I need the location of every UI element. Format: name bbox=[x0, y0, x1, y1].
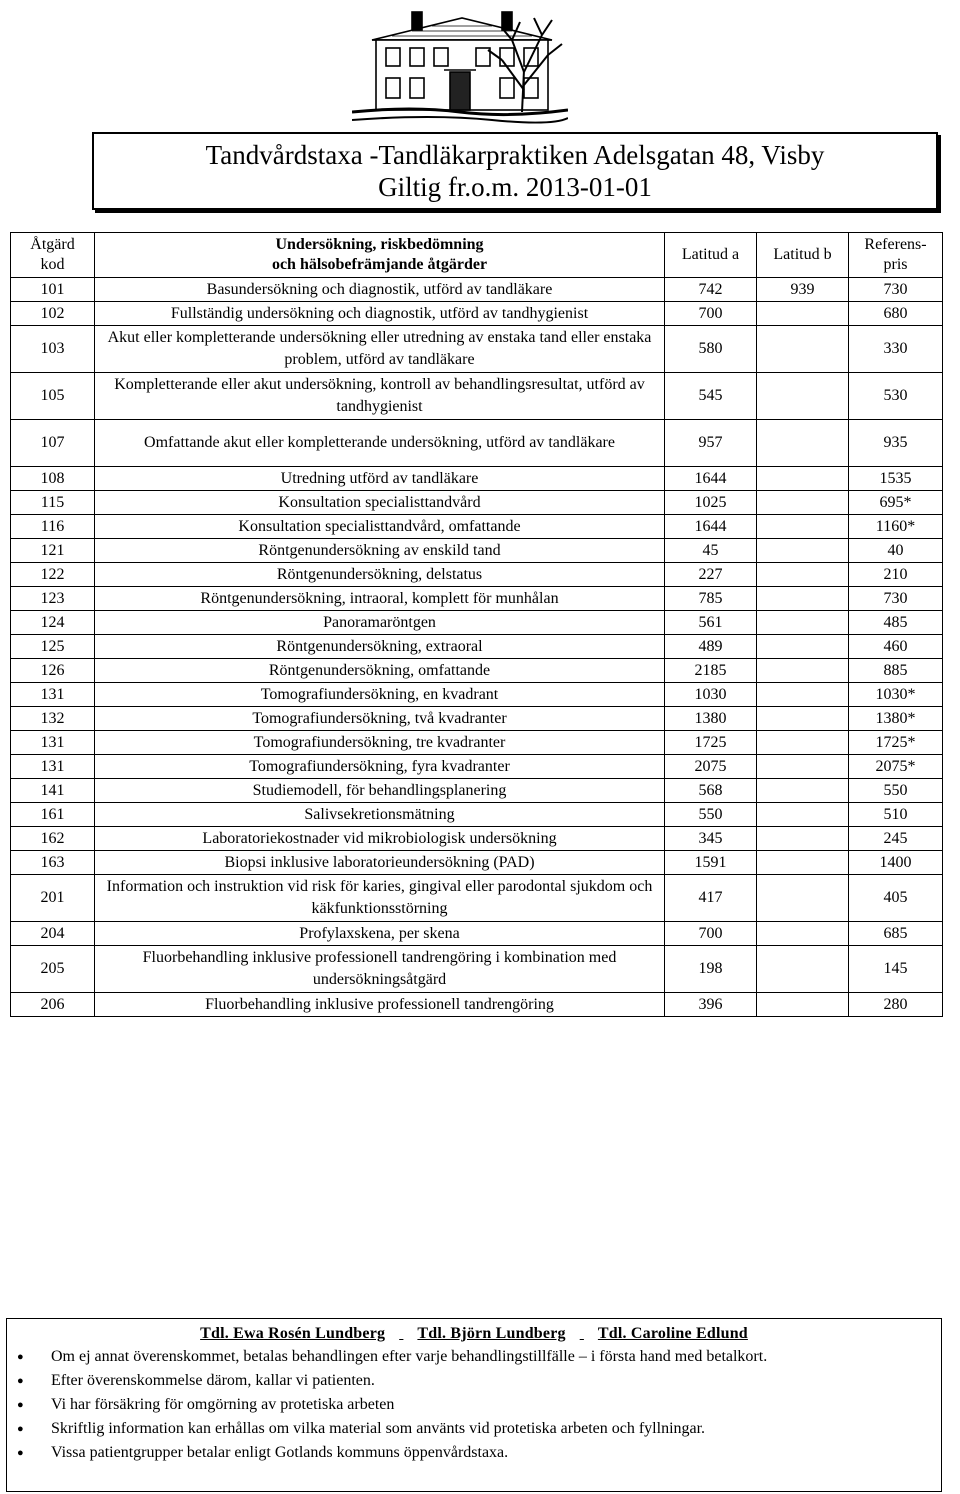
table-row bbox=[11, 851, 943, 875]
table-row bbox=[11, 875, 943, 922]
dentist-names bbox=[7, 1324, 941, 1344]
procedure-description: Information och instruktion vid risk för karies, gingival eller parodontal sjukdom och käkfunktionsstörning bbox=[95, 875, 665, 922]
table-row bbox=[11, 993, 943, 1017]
reference-price: 1400 bbox=[849, 851, 943, 875]
procedure-description: Biopsi inklusive laboratorieundersökning (PAD) bbox=[95, 851, 665, 875]
price-latitud-a: 700 bbox=[665, 922, 757, 946]
procedure-description: Röntgenundersökning, omfattande bbox=[95, 659, 665, 683]
price-latitud-a: 545 bbox=[665, 373, 757, 420]
table-row bbox=[11, 302, 943, 326]
procedure-code: 132 bbox=[11, 707, 95, 731]
procedure-description: Tomografiundersökning, tre kvadranter bbox=[95, 731, 665, 755]
table-row bbox=[11, 707, 943, 731]
price-latitud-a: 227 bbox=[665, 563, 757, 587]
reference-price: 885 bbox=[849, 659, 943, 683]
price-latitud-a: 568 bbox=[665, 779, 757, 803]
table-row bbox=[11, 420, 943, 467]
price-latitud-a: 550 bbox=[665, 803, 757, 827]
price-latitud-a: 1644 bbox=[665, 467, 757, 491]
footer-note: ● Om ej annat överenskommet, betalas behandlingen efter varje behandlingstillfälle – i första hand med betalkort. bbox=[51, 1346, 941, 1368]
price-latitud-a: 489 bbox=[665, 635, 757, 659]
table-row bbox=[11, 563, 943, 587]
price-latitud-b bbox=[757, 875, 849, 922]
column-header-description: Undersökning, riskbedömning och hälsobefrämjande åtgärder bbox=[95, 233, 665, 278]
reference-price: 145 bbox=[849, 946, 943, 993]
validity-date: Giltig fr.o.m. 2013-01-01 bbox=[378, 172, 652, 202]
price-latitud-b bbox=[757, 420, 849, 467]
table-row bbox=[11, 755, 943, 779]
price-latitud-a: 561 bbox=[665, 611, 757, 635]
procedure-code: 108 bbox=[11, 467, 95, 491]
column-header-latitud-b: Latitud b bbox=[757, 233, 849, 278]
price-latitud-b bbox=[757, 515, 849, 539]
table-header-row bbox=[11, 233, 943, 278]
price-latitud-a: 2185 bbox=[665, 659, 757, 683]
table-row bbox=[11, 373, 943, 420]
procedure-description: Tomografiundersökning, två kvadranter bbox=[95, 707, 665, 731]
reference-price: 730 bbox=[849, 278, 943, 302]
house-with-tree-drawing-icon bbox=[352, 0, 568, 130]
column-header-latitud-a: Latitud a bbox=[665, 233, 757, 278]
procedure-description: Fluorbehandling inklusive professionell tandrengöring bbox=[95, 993, 665, 1017]
procedure-code: 131 bbox=[11, 755, 95, 779]
price-latitud-a: 1380 bbox=[665, 707, 757, 731]
column-header-code: Åtgärd kod bbox=[11, 233, 95, 278]
procedure-description: Konsultation specialisttandvård, omfattande bbox=[95, 515, 665, 539]
reference-price: 680 bbox=[849, 302, 943, 326]
reference-price: 695* bbox=[849, 491, 943, 515]
procedure-code: 126 bbox=[11, 659, 95, 683]
price-latitud-b bbox=[757, 827, 849, 851]
table-row bbox=[11, 611, 943, 635]
reference-price: 1160* bbox=[849, 515, 943, 539]
price-latitud-a: 1025 bbox=[665, 491, 757, 515]
procedure-description: Fullständig undersökning och diagnostik, utförd av tandhygienist bbox=[95, 302, 665, 326]
procedure-code: 163 bbox=[11, 851, 95, 875]
price-latitud-b bbox=[757, 373, 849, 420]
price-latitud-a: 1591 bbox=[665, 851, 757, 875]
page-title: Tandvårdstaxa -Tandläkarpraktiken Adelsgatan 48, Visby bbox=[205, 140, 825, 170]
procedure-code: 101 bbox=[11, 278, 95, 302]
procedure-code: 124 bbox=[11, 611, 95, 635]
footer-note: ● Vi har försäkring för omgörning av protetiska arbeten bbox=[51, 1394, 941, 1416]
price-latitud-a: 957 bbox=[665, 420, 757, 467]
procedure-code: 205 bbox=[11, 946, 95, 993]
procedure-code: 141 bbox=[11, 779, 95, 803]
procedure-description: Omfattande akut eller kompletterande undersökning, utförd av tandläkare bbox=[95, 420, 665, 467]
reference-price: 530 bbox=[849, 373, 943, 420]
price-latitud-b: 939 bbox=[757, 278, 849, 302]
reference-price: 245 bbox=[849, 827, 943, 851]
footer-note: ● Skriftlig information kan erhållas om vilka material som använts vid protetiska arbeten och fyllningar. bbox=[51, 1418, 941, 1440]
table-row bbox=[11, 827, 943, 851]
procedure-description: Salivsekretionsmätning bbox=[95, 803, 665, 827]
reference-price: 280 bbox=[849, 993, 943, 1017]
table-row bbox=[11, 326, 943, 373]
price-latitud-b bbox=[757, 683, 849, 707]
price-latitud-a: 580 bbox=[665, 326, 757, 373]
price-latitud-a: 742 bbox=[665, 278, 757, 302]
reference-price: 485 bbox=[849, 611, 943, 635]
price-latitud-b bbox=[757, 922, 849, 946]
procedure-description: Röntgenundersökning, intraoral, komplett för munhålan bbox=[95, 587, 665, 611]
procedure-code: 121 bbox=[11, 539, 95, 563]
price-latitud-a: 1030 bbox=[665, 683, 757, 707]
procedure-description: Akut eller kompletterande undersökning eller utredning av enstaka tand eller enstaka problem, utförd av tandläkare bbox=[95, 326, 665, 373]
price-latitud-b bbox=[757, 707, 849, 731]
price-latitud-b bbox=[757, 779, 849, 803]
column-header-reference-price: Referens- pris bbox=[849, 233, 943, 278]
reference-price: 935 bbox=[849, 420, 943, 467]
price-latitud-a: 396 bbox=[665, 993, 757, 1017]
procedure-description: Basundersökning och diagnostik, utförd av tandläkare bbox=[95, 278, 665, 302]
price-latitud-b bbox=[757, 851, 849, 875]
dentist-name: Tdl. Caroline Edlund bbox=[597, 1325, 748, 1342]
footer-notes-list bbox=[7, 1346, 941, 1464]
reference-price: 1030* bbox=[849, 683, 943, 707]
price-latitud-a: 1644 bbox=[665, 515, 757, 539]
procedure-code: 122 bbox=[11, 563, 95, 587]
procedure-description: Röntgenundersökning av enskild tand bbox=[95, 539, 665, 563]
procedure-code: 103 bbox=[11, 326, 95, 373]
procedure-code: 204 bbox=[11, 922, 95, 946]
procedure-description: Tomografiundersökning, en kvadrant bbox=[95, 683, 665, 707]
procedure-code: 162 bbox=[11, 827, 95, 851]
price-latitud-b bbox=[757, 539, 849, 563]
procedure-code: 105 bbox=[11, 373, 95, 420]
procedure-description: Tomografiundersökning, fyra kvadranter bbox=[95, 755, 665, 779]
price-latitud-a: 198 bbox=[665, 946, 757, 993]
table-row bbox=[11, 467, 943, 491]
table-row bbox=[11, 491, 943, 515]
procedure-code: 161 bbox=[11, 803, 95, 827]
price-latitud-a: 1725 bbox=[665, 731, 757, 755]
procedure-code: 102 bbox=[11, 302, 95, 326]
procedure-code: 206 bbox=[11, 993, 95, 1017]
procedure-description: Utredning utförd av tandläkare bbox=[95, 467, 665, 491]
price-latitud-a: 417 bbox=[665, 875, 757, 922]
procedure-code: 125 bbox=[11, 635, 95, 659]
table-row bbox=[11, 683, 943, 707]
table-row bbox=[11, 922, 943, 946]
procedure-code: 116 bbox=[11, 515, 95, 539]
procedure-description: Fluorbehandling inklusive professionell tandrengöring i kombination med undersökningsåtgärd bbox=[95, 946, 665, 993]
reference-price: 460 bbox=[849, 635, 943, 659]
reference-price: 685 bbox=[849, 922, 943, 946]
table-row bbox=[11, 515, 943, 539]
procedure-code: 115 bbox=[11, 491, 95, 515]
price-latitud-b bbox=[757, 326, 849, 373]
price-latitud-b bbox=[757, 611, 849, 635]
procedure-description: Panoramaröntgen bbox=[95, 611, 665, 635]
price-latitud-a: 45 bbox=[665, 539, 757, 563]
price-latitud-b bbox=[757, 302, 849, 326]
footer-note: ● Vissa patientgrupper betalar enligt Gotlands kommuns öppenvårdstaxa. bbox=[51, 1442, 941, 1464]
title-box bbox=[92, 132, 938, 210]
table-row bbox=[11, 587, 943, 611]
table-row bbox=[11, 779, 943, 803]
table-row bbox=[11, 946, 943, 993]
procedure-description: Röntgenundersökning, delstatus bbox=[95, 563, 665, 587]
dentist-name: Tdl. Ewa Rosén Lundberg bbox=[200, 1325, 386, 1342]
procedure-description: Studiemodell, för behandlingsplanering bbox=[95, 779, 665, 803]
procedure-code: 131 bbox=[11, 683, 95, 707]
table-row bbox=[11, 659, 943, 683]
price-latitud-b bbox=[757, 993, 849, 1017]
price-latitud-b bbox=[757, 563, 849, 587]
procedure-code: 201 bbox=[11, 875, 95, 922]
price-table bbox=[10, 232, 943, 1017]
procedure-code: 107 bbox=[11, 420, 95, 467]
reference-price: 1380* bbox=[849, 707, 943, 731]
price-latitud-a: 785 bbox=[665, 587, 757, 611]
reference-price: 405 bbox=[849, 875, 943, 922]
price-latitud-b bbox=[757, 467, 849, 491]
price-latitud-b bbox=[757, 635, 849, 659]
reference-price: 40 bbox=[849, 539, 943, 563]
footer-info-box bbox=[6, 1318, 942, 1492]
price-latitud-a: 2075 bbox=[665, 755, 757, 779]
price-latitud-b bbox=[757, 491, 849, 515]
procedure-description: Laboratoriekostnader vid mikrobiologisk undersökning bbox=[95, 827, 665, 851]
table-row bbox=[11, 635, 943, 659]
procedure-code: 131 bbox=[11, 731, 95, 755]
reference-price: 550 bbox=[849, 779, 943, 803]
price-latitud-b bbox=[757, 659, 849, 683]
reference-price: 510 bbox=[849, 803, 943, 827]
price-latitud-b bbox=[757, 803, 849, 827]
price-latitud-b bbox=[757, 755, 849, 779]
price-latitud-a: 700 bbox=[665, 302, 757, 326]
reference-price: 1535 bbox=[849, 467, 943, 491]
procedure-description: Konsultation specialisttandvård bbox=[95, 491, 665, 515]
price-latitud-b bbox=[757, 946, 849, 993]
table-row bbox=[11, 803, 943, 827]
price-latitud-b bbox=[757, 731, 849, 755]
price-latitud-b bbox=[757, 587, 849, 611]
price-latitud-a: 345 bbox=[665, 827, 757, 851]
reference-price: 210 bbox=[849, 563, 943, 587]
procedure-description: Profylaxskena, per skena bbox=[95, 922, 665, 946]
reference-price: 1725* bbox=[849, 731, 943, 755]
procedure-description: Röntgenundersökning, extraoral bbox=[95, 635, 665, 659]
table-row bbox=[11, 539, 943, 563]
reference-price: 730 bbox=[849, 587, 943, 611]
reference-price: 330 bbox=[849, 326, 943, 373]
footer-note: ● Efter överenskommelse därom, kallar vi patienten. bbox=[51, 1370, 941, 1392]
reference-price: 2075* bbox=[849, 755, 943, 779]
procedure-description: Kompletterande eller akut undersökning, kontroll av behandlingsresultat, utförd av tandhygienist bbox=[95, 373, 665, 420]
table-row bbox=[11, 731, 943, 755]
dentist-name: Tdl. Björn Lundberg bbox=[417, 1325, 566, 1342]
procedure-code: 123 bbox=[11, 587, 95, 611]
table-row bbox=[11, 278, 943, 302]
